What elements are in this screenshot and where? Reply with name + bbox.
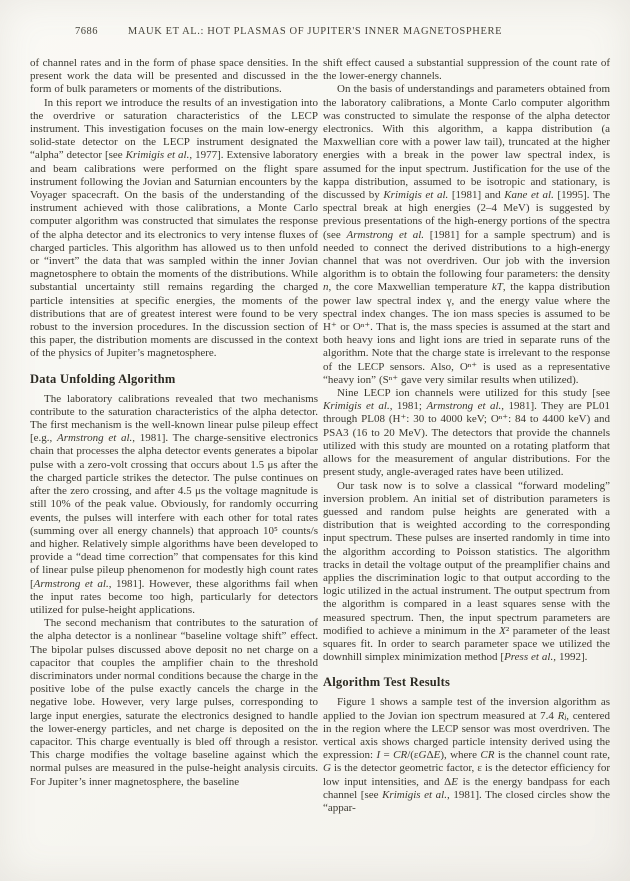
page-number: 7686 bbox=[75, 26, 98, 37]
left-column bbox=[30, 57, 318, 789]
paragraph: Figure 1 shows a sample test of the inversion algorithm as applied to the Jovian ion spectrum measured at 7.4 Rⱼ, centered in the region where the LECP sensor was most overdriven. The vertical axis shows charged particle intensity derived using the expression: I = CR/(εGΔE), where CR is the channel count rate, G is the detector geometric factor, ε is the detector efficiency for low input intensities, and ΔE is the energy bandpass for each channel [see Krimigis et al., 1981]. The closed circles show the “appar- bbox=[323, 696, 611, 814]
running-title: MAUK ET AL.: HOT PLASMAS OF JUPITER'S INNER MAGNETOSPHERE bbox=[127, 26, 503, 37]
paragraph: Nine LECP ion channels were utilized for this study [see Krimigis et al., 1981; Armstrong et al., 1981]. They are PL01 through PL08 (H⁺: 30 to 4000 keV; Oⁿ⁺: 84 to 4400 keV) and PSA3 (16 to 20 MeV). The detectors that provide the channels utilized with this study are mounted on a rotating platform that allows for the measurement of angular distributions. For the present study, angle-averaged rates have been utilized. bbox=[323, 387, 610, 479]
page-header bbox=[0, 26, 630, 40]
section-heading-algorithm-test-results: Algorithm Test Results bbox=[323, 675, 451, 690]
paragraph: On the basis of understandings and parameters obtained from the laboratory calibrations, a Monte Carlo computer algorithm was constructed to simulate the response of the alpha detector electronics. With this algorithm, a kappa distribution (a Maxwellian core with a power law tail), truncated at the higher energies with a break in the power law spectral index, is assumed for the input spectrum. Justification for the use of the kappa distribution, assumed to be isotropic and stationary, is discussed by Krimigis et al. [1981] and Kane et al. [1995]. The spectral break at high energies (2–4 MeV) is suggested by previous presentations of the high-energy portions of the spectra (see Armstrong et al. [1981] for a sample spectrum) and is needed to connect the derived distributions to a high-energy channel that was not overdriven. Our job with the inversion algorithm is to obtain the following four parameters: the density n, the core Maxwellian temperature kT, the kappa distribution power law spectral index γ, and the energy value where the spectral index changes. The ion mass species is assumed to be H⁺ or Oⁿ⁺. That is, the mass species is assumed at the start and both heavy ions and light ions are tried in separate runs of the algorithm. Note that the charge state is irrelevant to the response of the LECP sensors. Also, Oⁿ⁺ is used as a representative “heavy ion” (Sⁿ⁺ gave very similar results when utilized). bbox=[323, 83, 610, 386]
paragraph: shift effect caused a substantial suppression of the count rate of the lower-energy channels. bbox=[323, 57, 610, 83]
paragraph: The second mechanism that contributes to the saturation of the alpha detector is a nonlinear “baseline voltage shift” effect. The bipolar pulses discussed above deposit no net charge on a capacitor that couples the amplifier chain to the threshold discriminators under normal conditions because the charge in the positive lobe of the pulse exactly cancels the charge in the negative lobe. However, very large pulses, corresponding to large input energies, saturate the electronics designed to handle the lower-energy particles, and net charge is deposited on the capacitor. This charge eventually is bled off through a resistor. This charge modifies the voltage baseline against which the normal pulses are measured in the pulse-height analysis circuits. For Jupiter’s inner magnetosphere, the baseline bbox=[30, 617, 318, 788]
section-heading-data-unfolding: Data Unfolding Algorithm bbox=[30, 371, 176, 386]
paragraph: The laboratory calibrations revealed that two mechanisms contribute to the saturation characteristics of the alpha detector. The first mechanism is the well-known linear pulse pileup effect [e.g., Armstrong et al., 1981]. The charge-sensitive electronics chain that processes the alpha detector events generates a bipolar pulse with a zero-volt crossing that occurs about 1.5 μs after the the charged particle strikes the detector. The pulse continues on after the zero crossing, and after 4.5 μs the voltage magnitude is still 10% of the peak value. Obviously, for randomly occurring events, the pulses will interfere with each other for total rates (summing over all energy channels) that approach 10⁵ counts/s and higher. Relatively simple algorithms have been developed to provide a “dead time correction” that compensates for this kind of linear pulse pileup phenomenon for modestly high count rates [Armstrong et al., 1981]. However, these algorithms fail when the input rates become too high, particularly for detectors utilized for pulse-height applications. bbox=[30, 392, 318, 616]
paragraph: of channel rates and in the form of phase space densities. In the present work the data will be presented and discussed in the form of bulk parameters or moments of the distributions. bbox=[30, 57, 318, 96]
paragraph: Our task now is to solve a classical “forward modeling” inversion problem. An initial set of distribution parameters is guessed and random pulse heights are generated with a distribution that is weighted according to the corresponding input spectrum. These pulses are inserted randomly in time into the algorithm according to Poisson statistics. The algorithm tracks in detail the voltage output of the preamplifier chains and applies the discrimination logic to that output according to the logic utilized in the actual instrument. The output spectrum from the algorithm is compared in a least squares sense with the measured spectrum. Then, the input spectrum parameters are modified to achieve a minimum in the X² parameter of the least squares fit. In order to search parameter space we utilized the downhill simplex minimization method [Press et al., 1992]. bbox=[323, 479, 610, 664]
paragraph: In this report we introduce the results of an investigation into the overdrive or saturation characteristics of the LECP instrument. This investigation focuses on the main low-energy solid-state detector on the LECP instrument designated the “alpha” detector [see Krimigis et al., 1977]. Extensive laboratory and beam calibrations were performed on the flight spare instrument following the Jovian and Saturnian encounters by the Voyager spacecraft. On the basis of the understanding of the instrument achieved with those calibrations, a Monte Carlo computer algorithm was constructed that simulates the response of the alpha detector and its electronics to very intense fluxes of charged particles. This algorithm has allowed us to then unfold or “invert” the data that was sampled within the inner Jovian magnetosphere to obtain the moments of the distributions. While substantial uncertainty still remains regarding the charged particle intensities at specific energies, the moments of the distributions that are of greatest interest were found to be very robust to the inversion procedures. In the discussion section of this paper, the distribution moments are discussed in the context of the physics of Jupiter’s magnetosphere. bbox=[30, 96, 319, 360]
right-column bbox=[323, 57, 610, 815]
